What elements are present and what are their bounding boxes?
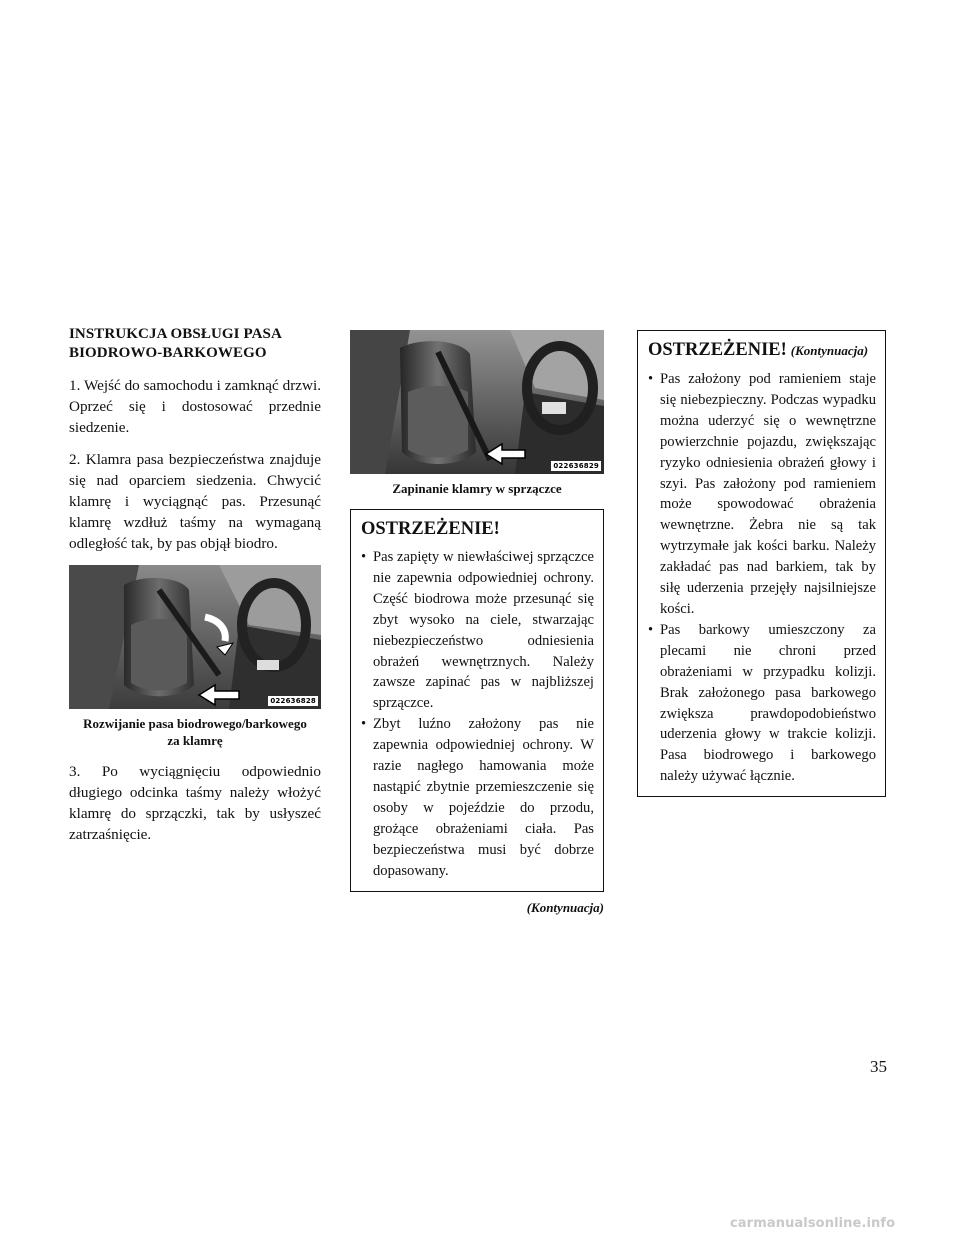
warning-item: • Pas założony pod ramieniem staje się niebezpieczny. Podczas wypadku można uderzyć się o wewnętrzne powierzchnie pojazdu, zwiększając ryzyko odniesienia obrażeń głowy i szyi. Pas założony pod ramieniem może spowodować obrażenia wewnętrzne. Żebra nie są tak wytrzymałe jak kości barku. Należy zakładać pas nad barkiem, tak by siłę uderzenia przejęły najsilniejsze kości. bbox=[648, 369, 876, 620]
figure-code: 022636828 bbox=[270, 697, 316, 705]
section-heading-line1: INSTRUKCJA OBSŁUGI PASA bbox=[69, 326, 282, 342]
page-number: 35 bbox=[870, 1057, 887, 1076]
warning-continued-label: (Kontynuacja) bbox=[790, 343, 869, 358]
step-1: 1. Wejść do samochodu i zamknąć drzwi. Oprzeć się i dostosować przednie siedzenie. bbox=[69, 377, 321, 436]
middle-column bbox=[350, 330, 604, 916]
section-heading bbox=[69, 325, 321, 363]
warning-list bbox=[648, 369, 876, 787]
figure-caption bbox=[69, 715, 321, 749]
warning-title-text: OSTRZEŻENIE! bbox=[648, 340, 787, 360]
warning-box bbox=[350, 509, 604, 892]
warning-title bbox=[648, 339, 876, 362]
continued-note: (Kontynuacja) bbox=[526, 899, 604, 915]
figure-buckling-belt bbox=[350, 330, 604, 474]
figure-unrolling-belt bbox=[69, 565, 321, 709]
figure-code: 022636829 bbox=[553, 462, 599, 470]
warning-title: OSTRZEŻENIE! bbox=[361, 519, 500, 539]
figure-caption: Zapinanie klamry w sprzączce bbox=[392, 481, 562, 496]
warning-box-continued bbox=[637, 330, 886, 797]
seat-belt-illustration bbox=[69, 565, 321, 709]
figure-caption-line1: Rozwijanie pasa biodrowego/barkowego bbox=[83, 716, 307, 731]
warning-item: • Pas zapięty w niewłaściwej sprzączce nie zapewnia odpowiedniej ochrony. Część biodrowa może przesunąć się zbyt wysoko na ciele, stwarzając niebezpieczeństwo odniesienia obrażeń wewnętrznych. Należy zawsze zapinać pas w najbliższej sprzączce. bbox=[361, 547, 594, 714]
warning-item: • Pas barkowy umieszczony za plecami nie chroni przed obrażeniami w przypadku kolizji. Brak założonego pasa barkowego zwiększa prawdopodobieństwo uderzenia głowy w trakcie kolizji. Pasa biodrowego i barkowego należy używać łącznie. bbox=[648, 620, 876, 787]
warning-list bbox=[361, 547, 594, 882]
step-2: 2. Klamra pasa bezpieczeństwa znajduje się nad oparciem siedzenia. Chwycić klamrę i wyciągnąć pas. Przesunąć klamrę wzdłuż taśmy na wymaganą odległość tak, by pas objął biodro. bbox=[69, 451, 321, 552]
step-3: 3. Po wyciągnięciu odpowiednio długiego odcinka taśmy należy włożyć klamrę do sprzączki, tak by usłyszeć zatrzaśnięcie. bbox=[69, 763, 321, 843]
section-heading-line2: BIODROWO-BARKOWEGO bbox=[69, 345, 267, 361]
watermark: carmanualsonline.info bbox=[730, 1216, 896, 1231]
warning-item: • Zbyt luźno założony pas nie zapewnia odpowiedniej ochrony. W razie nagłego hamowania może nastąpić zbytnie przemieszczenie się osoby w pojeździe do przodu, grożące obrażeniami ciała. Pas bezpieczeństwa musi być dobrze dopasowany. bbox=[361, 714, 594, 881]
left-column bbox=[69, 325, 321, 856]
right-column bbox=[637, 330, 886, 797]
figure-caption-line2: za klamrę bbox=[167, 733, 223, 748]
seat-buckle-illustration bbox=[350, 330, 604, 474]
